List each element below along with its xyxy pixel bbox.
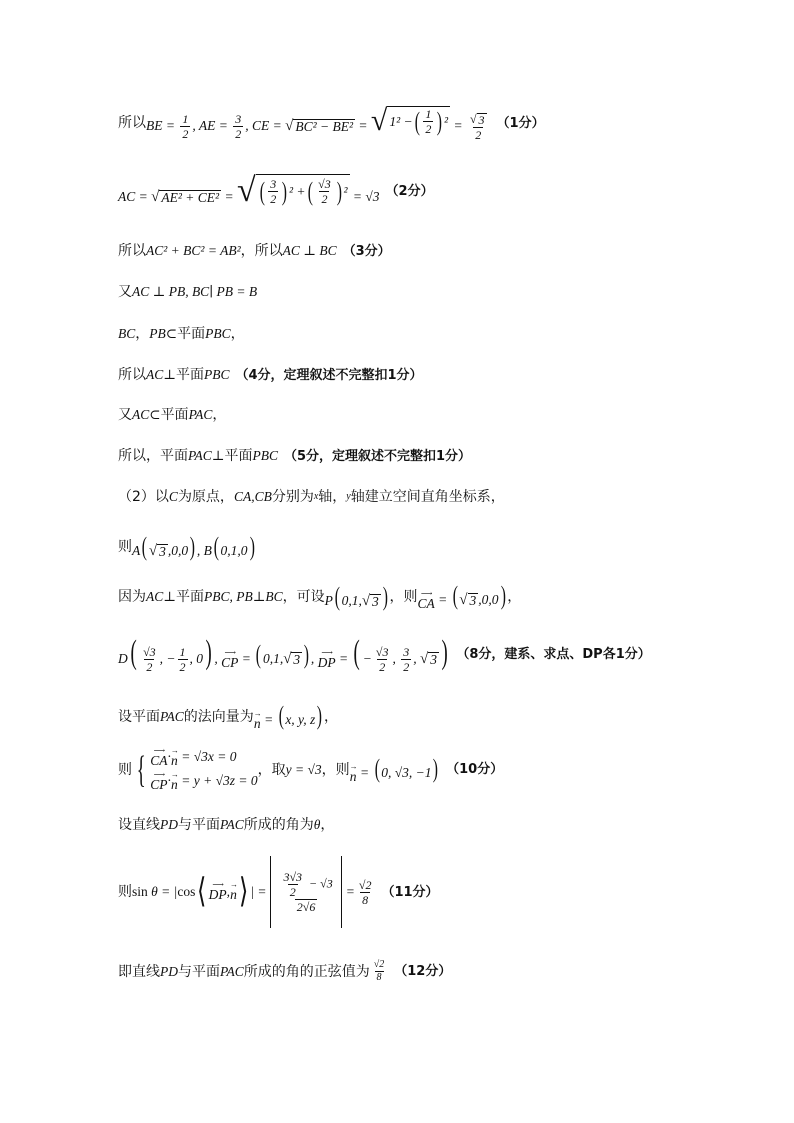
text: 又 <box>118 284 132 300</box>
math-expression: PBC <box>252 448 278 464</box>
solution-line-2 <box>118 174 434 208</box>
math-expression: ⟶ CA = ( √ 3 ,0,0) <box>417 581 506 612</box>
text: 平面 <box>160 407 189 423</box>
solution-line-15 <box>118 818 334 832</box>
solution-line-3 <box>118 244 391 258</box>
solution-line-7 <box>118 408 226 422</box>
text: ， <box>320 817 335 833</box>
math-expression: y <box>346 491 351 502</box>
math-expression: BE = $\frac{1}{2}$ , AE = $\frac{3}{2}$ , CE = √ BC² − BE² = √ 1² − ( $\frac{1}{2}$ ) ² = √ 3 2 <box>146 104 485 142</box>
solution-line-9 <box>118 490 505 504</box>
text: 所以 <box>118 243 146 259</box>
text: 所以 <box>118 115 146 132</box>
math-expression: PB⊂ <box>149 326 178 342</box>
score-note: （10分） <box>446 762 504 777</box>
math-expression: y = √3 <box>285 761 322 777</box>
text: 平面 <box>175 588 204 605</box>
math-expression: P( 0,1, √ 3 ) <box>324 581 388 611</box>
text: ， <box>212 407 227 423</box>
score-note: （1分） <box>496 115 545 131</box>
math-expression: A( √ 3 ,0,0) , B( 0,1,0) <box>132 532 255 561</box>
text: 平面 <box>175 367 204 383</box>
math-expression: AC = √ AE² + CE² = √ ( $\frac{3}{2}$ ) ² + ( $\frac{√3}{2}$ ) ² = √3 <box>118 172 380 209</box>
math-expression: θ <box>313 817 321 833</box>
math-expression: PBC, PB⊥BC <box>203 589 283 605</box>
math-expression: $\frac{√2}{8}$ <box>373 959 385 983</box>
math-expression: AC⊥ <box>146 589 176 605</box>
math-expression: PD <box>160 817 178 833</box>
math-expression: PD <box>160 963 178 979</box>
solution-line-13 <box>118 703 338 731</box>
solution-line-14 <box>118 748 503 791</box>
score-note: （5分，定理叙述不完整扣1分） <box>283 448 472 464</box>
math-expression: PAC <box>188 407 213 423</box>
math-expression: BC <box>118 326 136 342</box>
text: ，则 <box>389 588 418 605</box>
text: ， <box>507 588 522 605</box>
text: 又 <box>118 407 132 423</box>
text: ， <box>230 326 245 342</box>
math-expression: AC² + BC² = AB² <box>146 243 241 259</box>
text: 与平面 <box>178 963 220 980</box>
text: 轴， <box>318 489 347 505</box>
math-expression: PAC <box>220 817 244 833</box>
math-expression: PAC⊥ <box>188 448 225 464</box>
math-expression: PAC <box>160 709 184 725</box>
text: （2）以 <box>118 489 169 505</box>
math-expression: AC ⊥ PB, BC∣ PB = B <box>132 284 258 300</box>
text: 所以，平面 <box>118 448 188 464</box>
math-expression: AC⊥ <box>146 367 176 383</box>
text: 所成的角为 <box>243 817 314 833</box>
solution-line-12 <box>118 636 651 673</box>
text: 轴建立空间直角坐标系， <box>350 489 505 505</box>
solution-line-6 <box>118 368 423 382</box>
solution-line-10 <box>118 534 256 560</box>
text: ，可设 <box>282 588 325 605</box>
text: 为原点， <box>177 489 234 505</box>
math-expression: PBC <box>205 326 231 342</box>
math-expression: PAC <box>220 963 244 979</box>
score-note: （11分） <box>381 884 439 900</box>
text: 设直线 <box>118 817 160 833</box>
solution-line-1 <box>118 106 545 141</box>
text: 因为 <box>118 588 146 605</box>
math-expression: → n = ( 0, √3, −1) <box>349 753 439 784</box>
text: ， <box>323 708 338 725</box>
score-note: （2分） <box>385 183 434 199</box>
math-expression: CA,CB <box>233 489 272 505</box>
solution-line-8 <box>118 449 471 463</box>
score-note: （4分，定理叙述不完整扣1分） <box>235 367 423 383</box>
math-expression: C <box>168 489 178 505</box>
text: 的法向量为 <box>183 708 254 725</box>
text: 分别为 <box>271 489 314 505</box>
math-expression: PBC <box>203 367 230 383</box>
math-expression: → n = ( x, y, z) <box>253 701 323 732</box>
math-expression: sin θ = | cos ⟨ ⟶ DP , → n ⟩ | = $\frac{3√3}{2}$ − √3 2√6 = $\frac{√2}{8}$ <box>132 856 375 928</box>
text: 则 <box>118 539 132 555</box>
text: 所以 <box>118 367 146 383</box>
math-expression: D( $\frac{√3}{2}$ , − $\frac{1}{2}$ , 0) , ⟶ CP = ( 0,1, √ 3 ) , ⟶ DP = ( − $\frac{√3}{2}$ , $\frac{3}{2}$ , √ 3 ) <box>118 634 448 675</box>
text: ， <box>135 326 150 342</box>
solution-line-5 <box>118 327 245 341</box>
equation-system: { ⟶ CA · → n = √3x = 0 ⟶ CP · → n = y + √3z = 0 <box>136 746 258 792</box>
score-note: （8分，建系、求点、DP各1分） <box>456 647 651 663</box>
text: ，取 <box>257 761 286 778</box>
text: 设平面 <box>118 708 160 725</box>
math-expression: AC⊂ <box>132 407 161 423</box>
score-note: （12分） <box>394 964 452 979</box>
text: 即直线 <box>118 963 160 980</box>
solution-line-11 <box>118 583 521 611</box>
text: 则 <box>118 761 132 778</box>
math-expression: x <box>313 491 319 502</box>
solution-line-4 <box>118 285 257 299</box>
text: 平面 <box>177 326 206 342</box>
score-note: （3分） <box>342 243 391 259</box>
text: 则 <box>118 884 132 900</box>
solution-line-17 <box>118 960 451 983</box>
text: ，所以 <box>240 243 283 259</box>
solution-line-16 <box>118 856 439 928</box>
text: 与平面 <box>178 817 220 833</box>
text: 所成的角的正弦值为 <box>243 963 370 980</box>
text: ，则 <box>321 761 350 778</box>
text: 平面 <box>224 448 253 464</box>
math-expression: AC ⊥ BC <box>282 243 337 259</box>
